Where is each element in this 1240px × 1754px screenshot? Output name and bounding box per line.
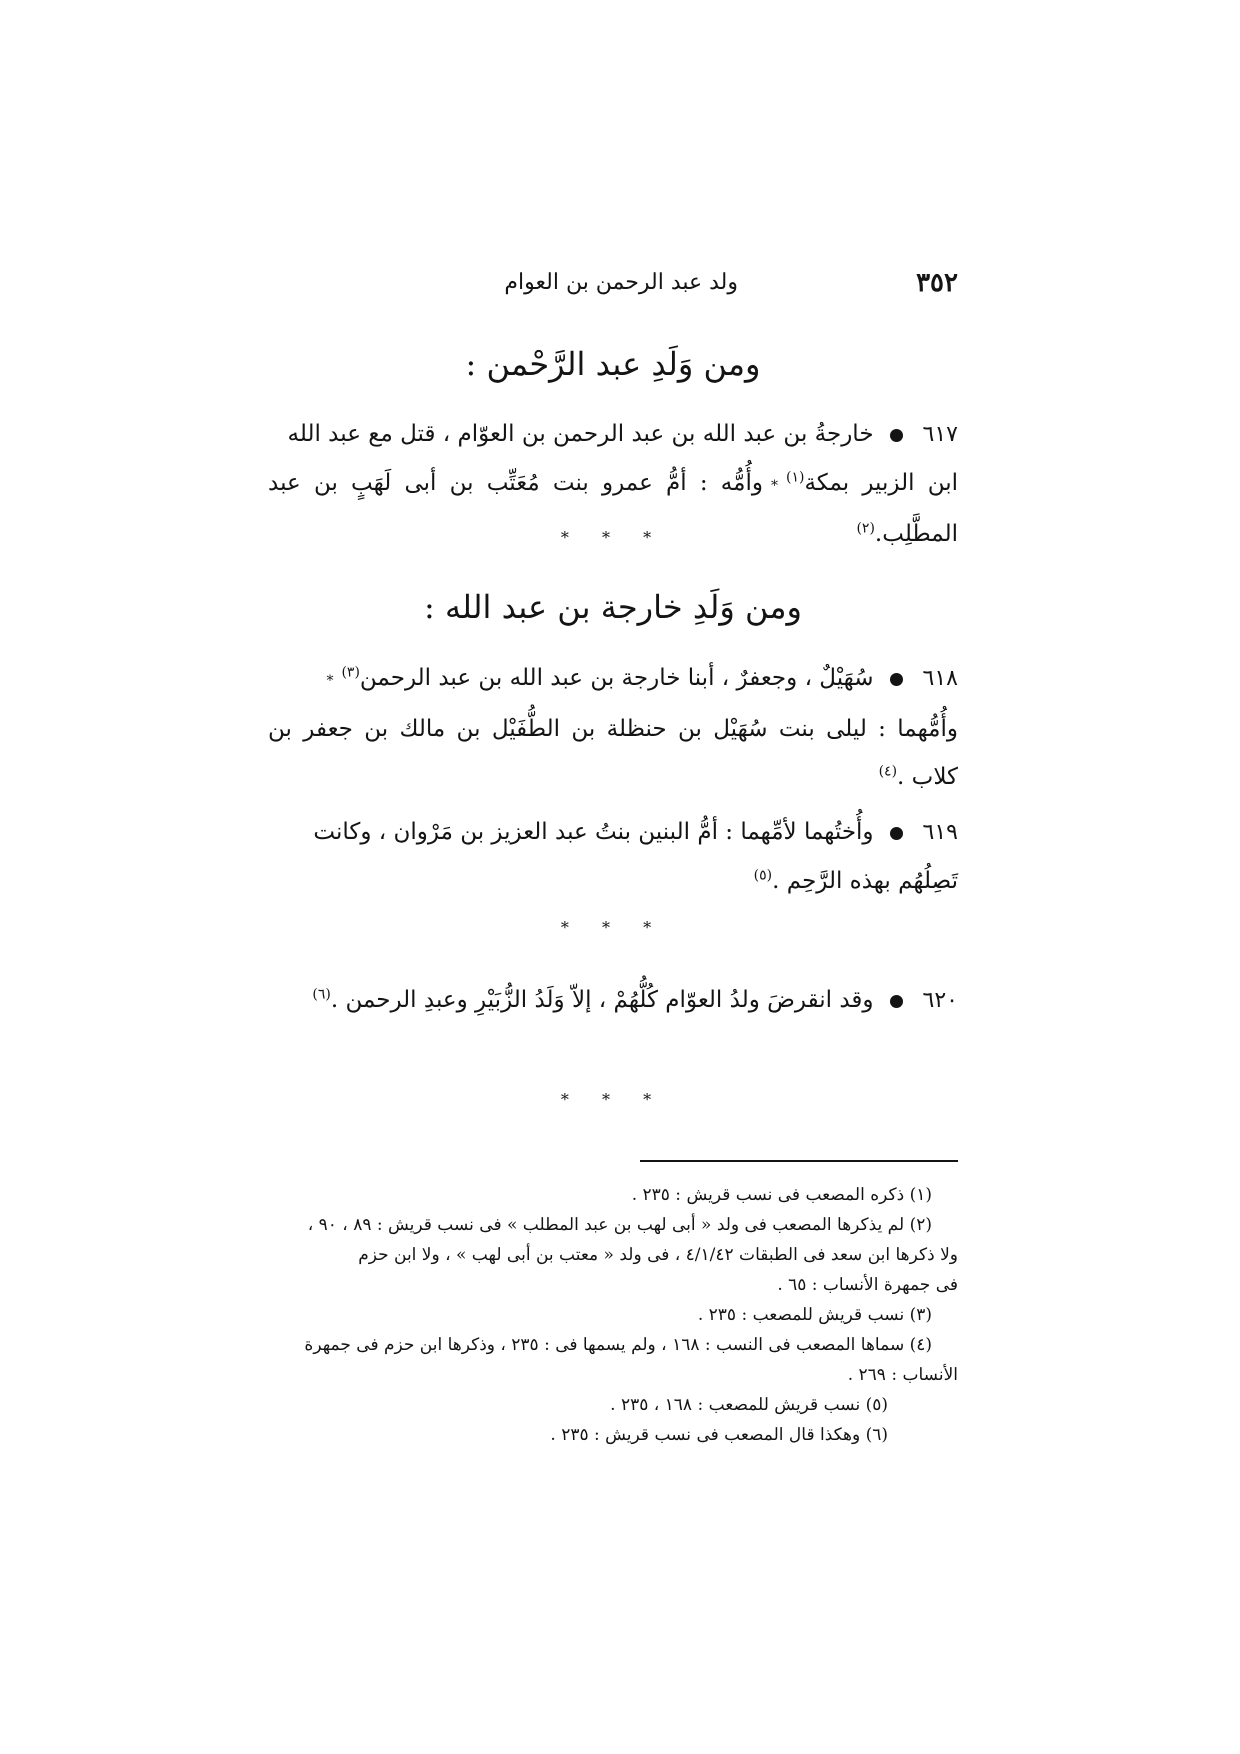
footnote-ref-5: (٥) [753,867,773,884]
footnote-6: (٦) وهكذا قال المصعب فى نسب قريش : ٢٣٥ . [550,1425,888,1445]
entry-620 [268,976,958,1025]
entry-text: وأُمُّهما : ليلى بنت سُهَيْل بن حنظلة بن الطُّفَيْل بن مالك بن جعفر بن كلاب . [268,716,958,790]
footnote-ref-4: (٤) [878,763,898,780]
entry-618 [268,654,958,801]
entry-number: ٦٢٠ [922,988,958,1013]
footnote-5: (٥) نسب قريش للمصعب : ١٦٨ ، ٢٣٥ . [610,1395,888,1415]
section-divider: * * * [560,528,666,547]
running-head [268,268,958,308]
footnote-2-continued: ولا ذكرها ابن سعد فى الطبقات ٤/١/٤٢ ، فى ولد « معتب بن أبى لهب » ، ولا ابن حزم [358,1245,958,1265]
entry-number: ٦١٧ [922,422,958,447]
footnote-ref-1: (١) [785,469,805,486]
entry-number: ٦١٩ [922,820,958,845]
entry-text: وأُختُهما لأمِّهما : أمُّ البنين بنتُ عبد العزيز بن مَرْوان ، وكانت [313,819,874,845]
section-divider: * * * [560,1090,666,1109]
footnote-2-continued: فى جمهرة الأنساب : ٦٥ . [777,1275,958,1295]
footnote-rule [640,1160,958,1162]
entry-text: خارجةُ بن عبد الله بن عبد الرحمن بن العوّام ، قتل مع عبد الله [287,421,874,447]
bullet-icon [890,827,903,840]
footnote-3: (٣) نسب قريش للمصعب : ٢٣٥ . [697,1305,932,1325]
footnote-ref-3: (٣) [341,664,360,681]
running-title: ولد عبد الرحمن بن العوام [504,270,738,295]
footnote-ref-6: (٦) [312,986,331,1003]
bullet-icon [890,673,903,686]
entry-text: سُهَيْلٌ ، وجعفرٌ ، أبنا خارجة بن عبد الله بن عبد الرحمن [359,665,874,691]
entry-620-line-1 [268,976,958,1025]
entry-619-line-2 [268,857,958,905]
entry-text: وقد انقرضَ ولدُ العوّام كُلُّهُمْ ، إلاّ وَلَدُ الزُّبَيْرِ وعبدِ الرحمن . [330,987,874,1013]
star-separator: * [770,478,778,494]
entry-619 [268,808,958,905]
section-heading-abd-al-rahman: ومن وَلَدِ عبد الرَّحْمن : [465,345,761,383]
footnote-4: (٤) سماها المصعب فى النسب : ١٦٨ ، ولم يسمها فى : ٢٣٥ ، وذكرها ابن حزم فى جمهرة [304,1335,932,1355]
footnotes [268,1180,958,1450]
footnote-ref-2: (٢) [856,520,875,537]
entry-text: تَصِلُهُم بهذه الرَّحِم . [772,868,958,894]
star-separator: * [326,673,334,689]
footnote-2: (٢) لم يذكرها المصعب فى ولد « أبى لهب بن عبد المطلب » فى نسب قريش : ٨٩ ، ٩٠ ، [307,1215,932,1235]
entry-617-line-1 [268,410,958,459]
entry-618-line-1 [268,654,958,705]
bullet-icon [890,995,903,1008]
page-number: ٣٥٢ [916,268,958,298]
entry-text: وأُمُّه : أمُّ عمرو بنت مُعَتِّب بن أبى لَهَبٍ بن عبد المطَّلِب. [268,470,958,547]
entry-618-line-2 [268,705,958,801]
section-heading-kharija: ومن وَلَدِ خارجة بن عبد الله : [424,588,802,626]
footnote-4-continued: الأنساب : ٢٦٩ . [847,1365,958,1385]
entry-number: ٦١٨ [922,666,958,691]
entry-text: ابن الزبير بمكة [804,470,958,496]
footnote-1: (١) ذكره المصعب فى نسب قريش : ٢٣٥ . [631,1185,932,1205]
entry-619-line-1 [268,808,958,857]
bullet-icon [890,429,903,442]
section-divider: * * * [560,918,666,937]
